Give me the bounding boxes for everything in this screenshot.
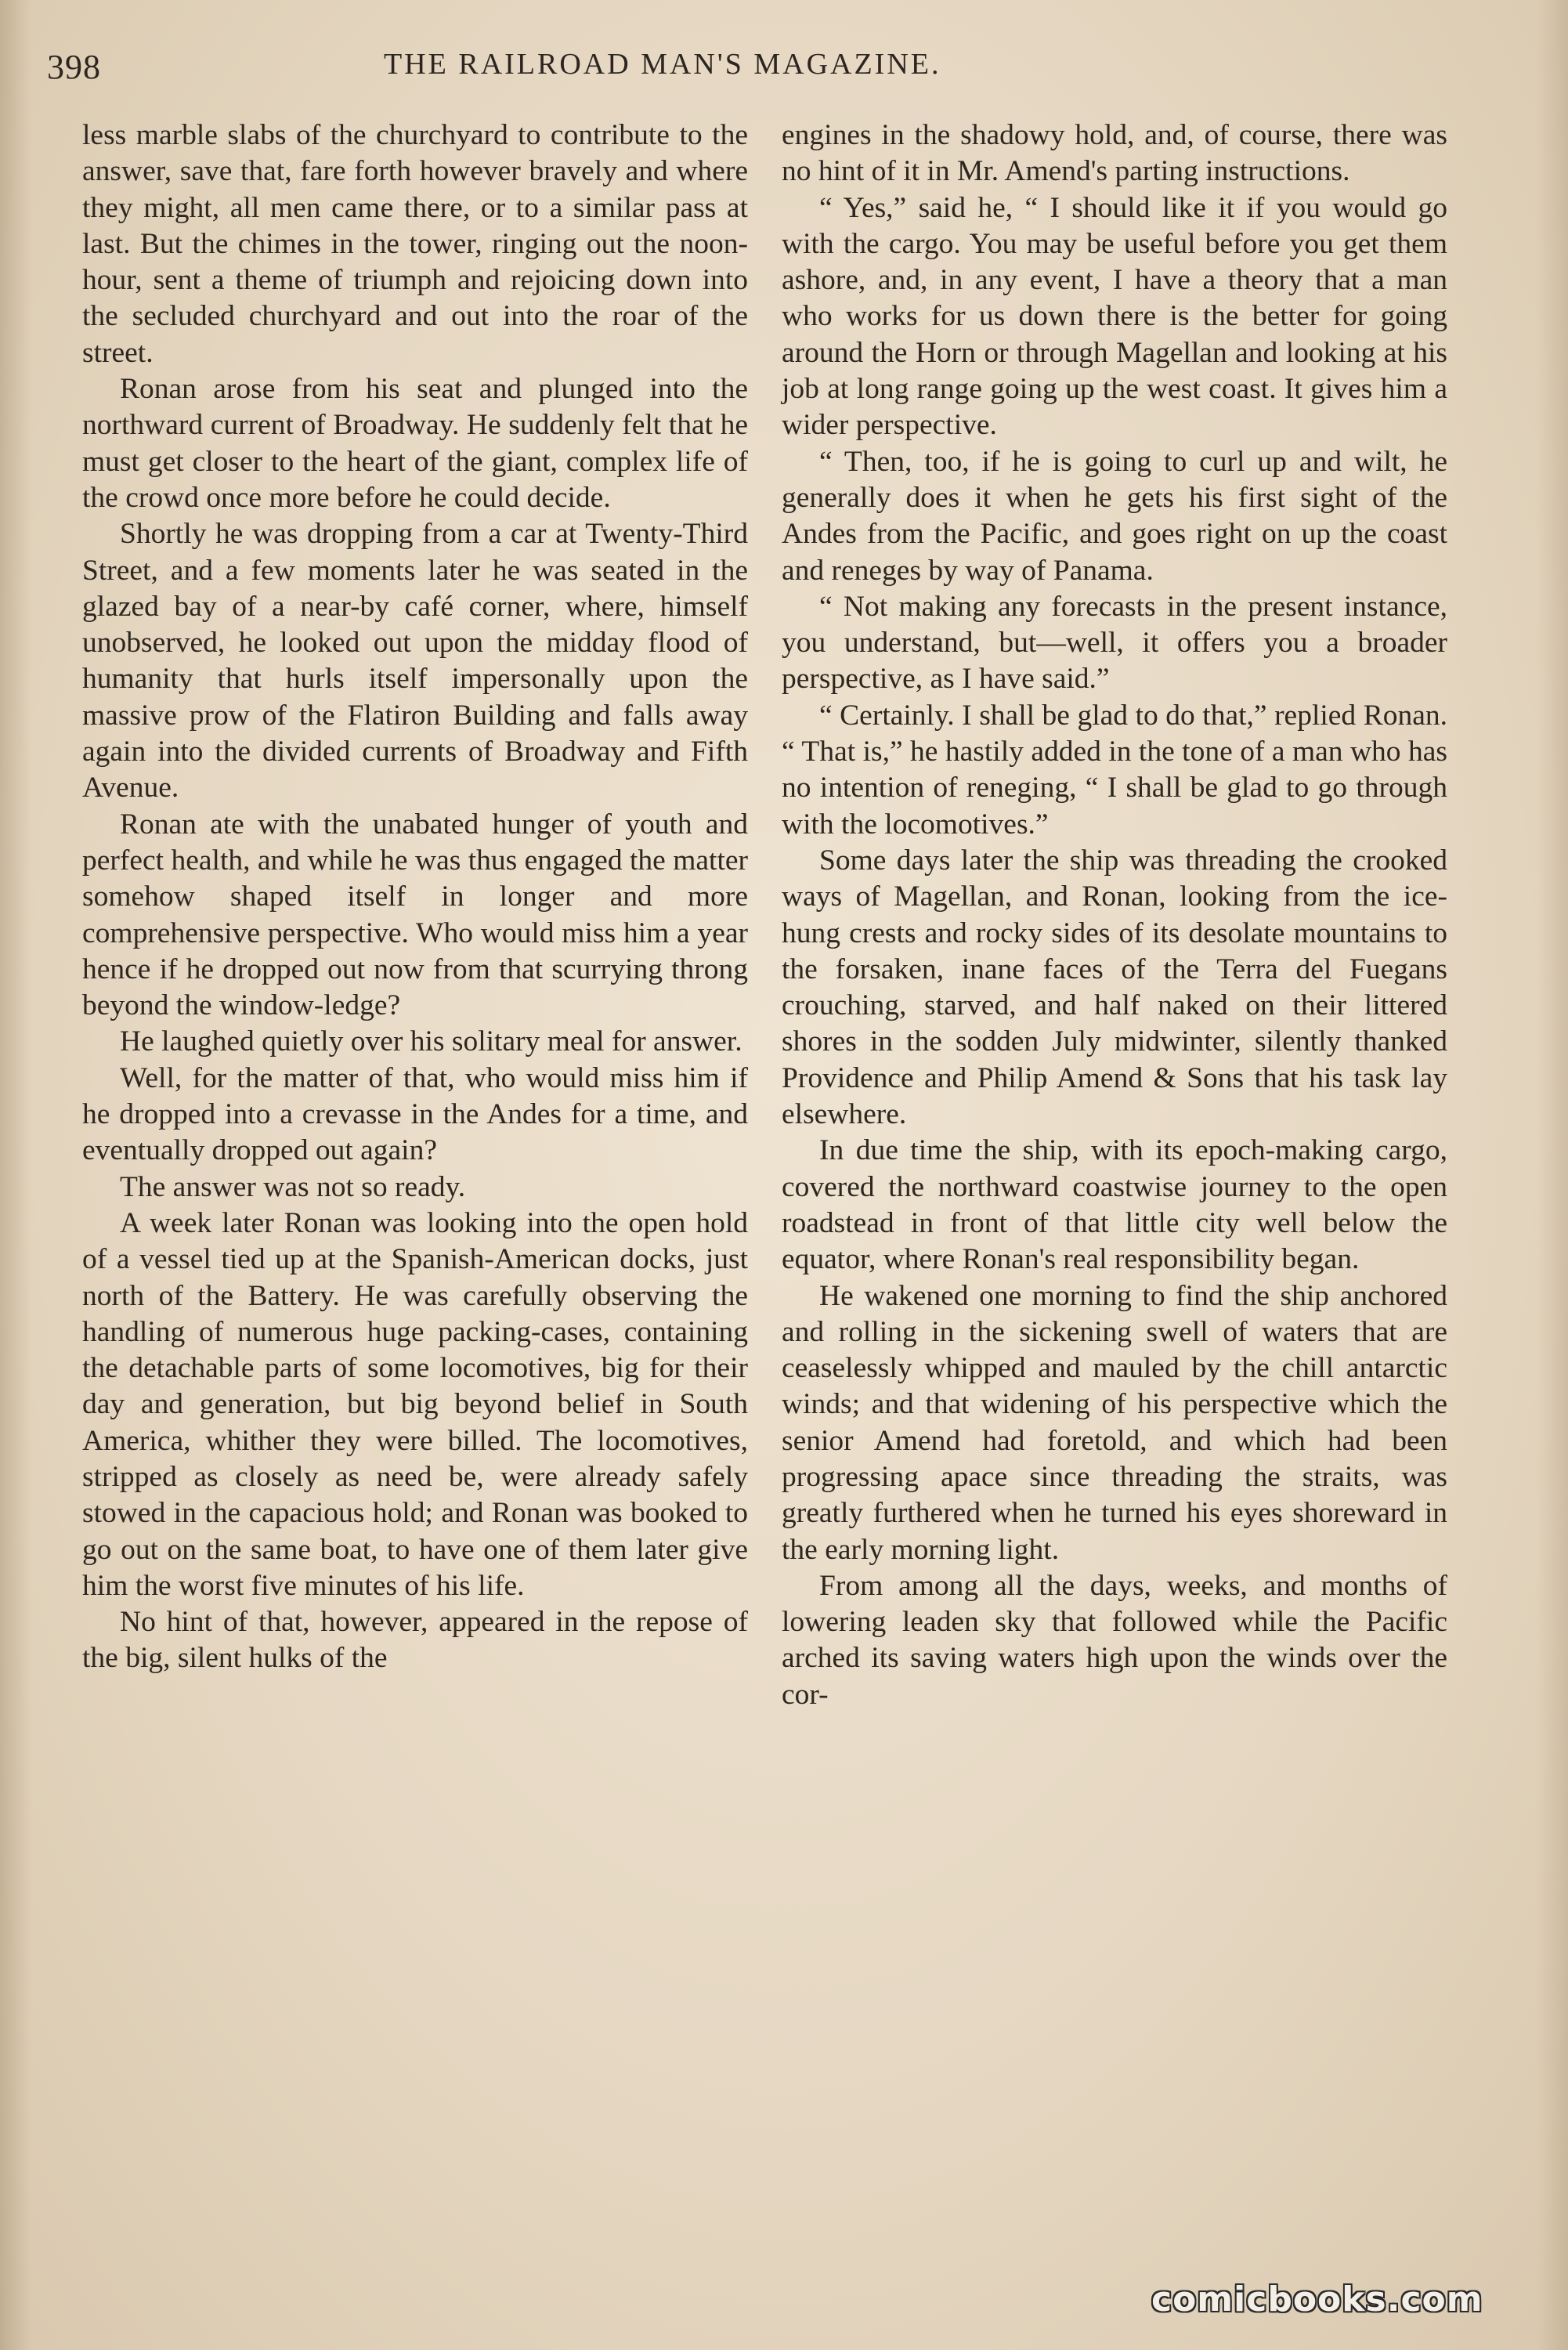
paragraph: A week later Ronan was looking into the open hold of a vessel tied up at the Spanish-American docks, just north of the Battery. He was carefully observing the handling of numerous huge packing-cases, containing the detachable parts of some locomotives, big for their day and generation, but big beyond belief in South America, whither they were billed. The locomotives, stripped as closely as need be, were already safely stowed in the capacious hold; and Ronan was booked to go out on the same boat, to have one of them later give him the worst five minutes of his life.	[82, 1206, 748, 1602]
paragraph: No hint of that, however, appeared in the repose of the big, silent hulks of the	[82, 1606, 748, 1675]
paragraph: “ Not making any forecasts in the present instance, you understand, but—well, it offers you a broader perspective, as I have said.”	[782, 590, 1447, 696]
running-title: THE RAILROAD MAN'S MAGAZINE.	[384, 48, 941, 81]
paragraph: Ronan ate with the unabated hunger of youth and perfect health, and while he was thus engaged the matter somehow shaped itself in longer and more comprehensive perspective. Who would miss him a year hence if he dropped out now from that scurrying throng beyond the window-ledge?	[82, 808, 748, 1022]
paragraph: “ Yes,” said he, “ I should like it if you would go with the cargo. You may be useful before you get them ashore, and, in any event, I have a theory that a man who works for us down there is the better for going around the Horn or through Magellan and looking at his job at long range going up the west coast. It gives him a wider perspective.	[782, 191, 1447, 442]
paragraph: Shortly he was dropping from a car at Twenty-Third Street, and a few moments later he was seated in the glazed bay of a near-by café corner, where, himself unobserved, he looked out upon the midday flood of humanity that hurls itself impersonally upon the massive prow of the Flatiron Building and falls away again into the divided currents of Broadway and Fifth Avenue.	[82, 518, 748, 804]
right-text-column	[782, 118, 1447, 1713]
paragraph: He laughed quietly over his solitary meal for answer.	[120, 1025, 742, 1058]
paragraph: In due time the ship, with its epoch-making cargo, covered the northward coastwise journey to the open roadstead in front of that little city well below the equator, where Ronan's real responsibility began.	[782, 1134, 1447, 1276]
paragraph: Ronan arose from his seat and plunged into the northward current of Broadway. He suddenly felt that he must get closer to the heart of the giant, complex life of the crowd once more before he could decide.	[82, 373, 748, 514]
page-number: 398	[47, 48, 101, 86]
page-edge-shadow-right	[1537, 0, 1568, 2350]
paragraph: “ Certainly. I shall be glad to do that,” replied Ronan. “ That is,” he hastily added in the tone of a man who has no intention of reneging, “ I shall be glad to go through with the locomotives.”	[782, 699, 1447, 841]
paragraph: engines in the shadowy hold, and, of course, there was no hint of it in Mr. Amend's parting instructions.	[782, 119, 1447, 188]
paragraph: “ Then, too, if he is going to curl up and wilt, he generally does it when he gets his first sight of the Andes from the Pacific, and goes right on up the coast and reneges by way of Panama.	[782, 445, 1447, 587]
site-watermark: comicbooks.com	[1151, 2280, 1483, 2319]
paragraph: Some days later the ship was threading the crooked ways of Magellan, and Ronan, looking from the ice-hung crests and rocky sides of its desolate mountains to the forsaken, inane faces of the Terra del Fuegans crouching, starved, and half naked on their littered shores in the sodden July midwinter, silently thanked Providence and Philip Amend & Sons that his task lay elsewhere.	[782, 844, 1447, 1131]
paragraph: Well, for the matter of that, who would miss him if he dropped into a crevasse in the Andes for a time, and eventually dropped out again?	[82, 1061, 748, 1167]
left-text-column	[82, 118, 748, 1677]
page-edge-shadow-left	[0, 0, 31, 2350]
paragraph: The answer was not so ready.	[120, 1170, 466, 1203]
paragraph: From among all the days, weeks, and months of lowering leaden sky that followed while the Pacific arched its saving waters high upon the winds over the cor-	[782, 1569, 1447, 1711]
page-header	[47, 47, 1457, 94]
paragraph: less marble slabs of the churchyard to contribute to the answer, save that, fare forth however bravely and where they might, all men came there, or to a similar pass at last. But the chimes in the tower, ringing out the noon-hour, sent a theme of triumph and rejoicing down into the secluded churchyard and out into the roar of the street.	[82, 119, 748, 369]
paragraph: He wakened one morning to find the ship anchored and rolling in the sickening swell of waters that are ceaselessly whipped and mauled by the chill antarctic winds; and that widening of his perspective which the senior Amend had foretold, and which had been progressing apace since threading the straits, was greatly furthered when he turned his eyes shoreward in the early morning light.	[782, 1279, 1447, 1566]
